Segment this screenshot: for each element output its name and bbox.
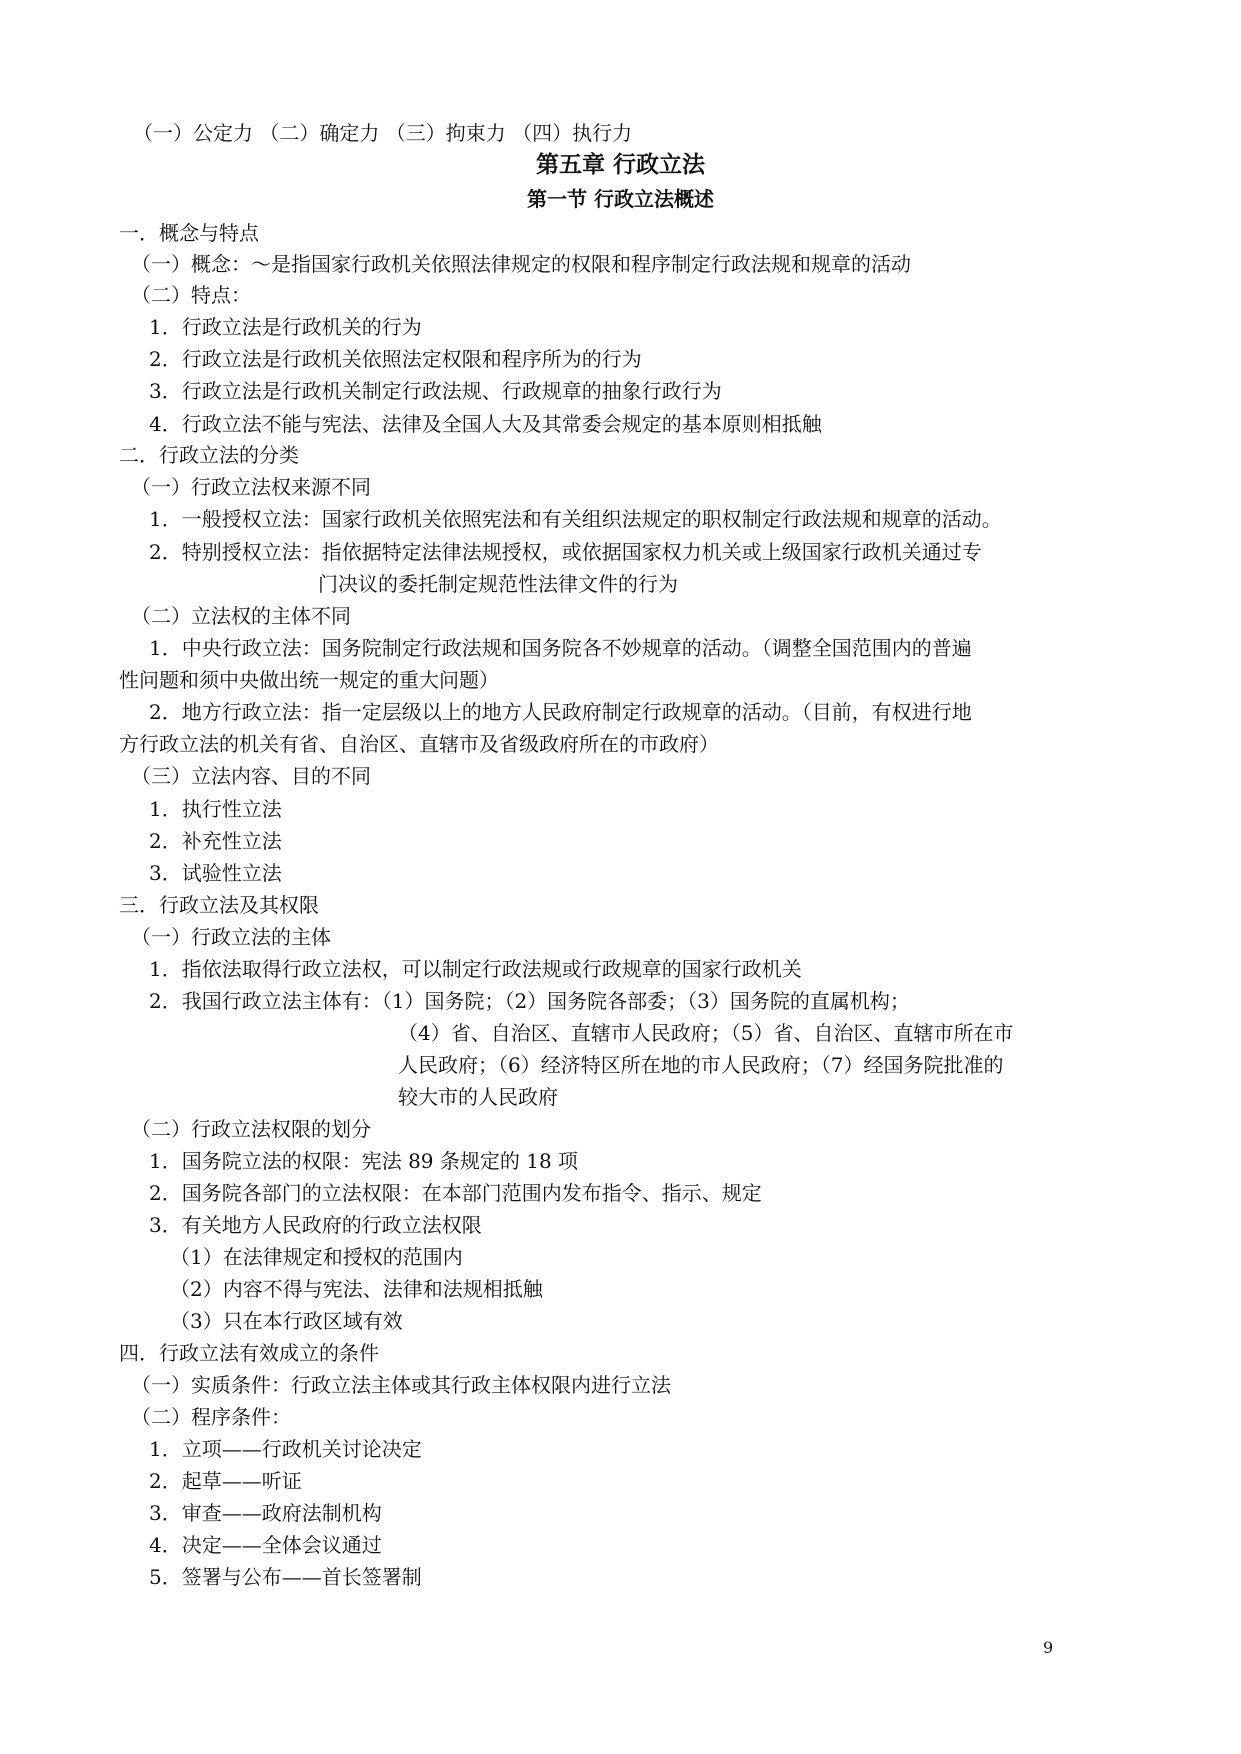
- text-line: 门决议的委托制定规范性法律文件的行为: [318, 572, 678, 596]
- text-line: 1．中央行政立法：国务院制定行政法规和国务院各不妙规章的活动。（调整全国范围内的普遍: [149, 636, 972, 660]
- text-line: 1．执行性立法: [149, 797, 282, 821]
- text-line: 3．审查——政府法制机构: [149, 1501, 382, 1525]
- text-line: 3．试验性立法: [149, 861, 282, 885]
- text-line: 1．立项——行政机关讨论决定: [149, 1437, 422, 1461]
- text-line: 2．地方行政立法：指一定层级以上的地方人民政府制定行政规章的活动。（目前，有权进行地: [149, 700, 972, 724]
- text-line: 2．特别授权立法：指依据特定法律法规授权，或依据国家权力机关或上级国家行政机关通过专: [149, 540, 982, 564]
- text-line: （二）特点：: [131, 283, 251, 307]
- text-line: （二）立法权的主体不同: [131, 604, 351, 628]
- text-line: （二）程序条件：: [131, 1405, 291, 1429]
- text-line: 4．行政立法不能与宪法、法律及全国人大及其常委会规定的基本原则相抵触: [149, 412, 822, 436]
- text-line: 2．行政立法是行政机关依照法定权限和程序所为的行为: [149, 347, 642, 371]
- section-title: 第一节 行政立法概述: [527, 187, 714, 211]
- text-line: （2）内容不得与宪法、法律和法规相抵触: [170, 1277, 543, 1301]
- text-line: 2．国务院各部门的立法权限：在本部门范围内发布指令、指示、规定: [149, 1181, 762, 1205]
- text-line: （1）在法律规定和授权的范围内: [170, 1245, 463, 1269]
- text-line: 1．一般授权立法：国家行政机关依照宪法和有关组织法规定的职权制定行政法规和规章的活动。: [149, 507, 1002, 531]
- text-line: 方行政立法的机关有省、自治区、直辖市及省级政府所在的市政府）: [119, 732, 719, 756]
- text-line: 5．签署与公布——首长签署制: [149, 1565, 422, 1589]
- text-line: 1．行政立法是行政机关的行为: [149, 315, 422, 339]
- header-line: （一）公定力 （二）确定力 （三）拘束力 （四）执行力: [133, 121, 633, 145]
- text-line: （3）只在本行政区域有效: [170, 1309, 403, 1333]
- text-line: 性问题和须中央做出统一规定的重大问题）: [119, 668, 499, 692]
- heading-3: 三．行政立法及其权限: [119, 893, 319, 917]
- page-number: 9: [1043, 1638, 1054, 1657]
- chapter-title: 第五章 行政立法: [535, 152, 705, 178]
- text-line: 较大市的人民政府: [398, 1085, 558, 1109]
- text-line: （二）行政立法权限的划分: [131, 1117, 371, 1141]
- text-line: 3．有关地方人民政府的行政立法权限: [149, 1213, 482, 1237]
- text-line: 1．指依法取得行政立法权，可以制定行政法规或行政规章的国家行政机关: [149, 957, 802, 981]
- text-line: （一）行政立法权来源不同: [131, 475, 371, 499]
- text-line: 2．补充性立法: [149, 829, 282, 853]
- text-line: 3．行政立法是行政机关制定行政法规、行政规章的抽象行政行为: [149, 379, 722, 403]
- text-line: （一）行政立法的主体: [131, 925, 331, 949]
- text-line: 4．决定——全体会议通过: [149, 1533, 382, 1557]
- heading-4: 四．行政立法有效成立的条件: [119, 1341, 379, 1365]
- text-line: 1．国务院立法的权限：宪法 89 条规定的 18 项: [149, 1149, 579, 1173]
- text-line: 2．我国行政立法主体有：（1）国务院；（2）国务院各部委；（3）国务院的直属机构；: [149, 989, 910, 1013]
- text-line: （4）省、自治区、直辖市人民政府；（5）省、自治区、直辖市所在市: [398, 1021, 1014, 1045]
- text-line: 2．起草——听证: [149, 1469, 302, 1493]
- text-line: （一）概念：～是指国家行政机关依照法律规定的权限和程序制定行政法规和规章的活动: [131, 252, 911, 276]
- heading-2: 二．行政立法的分类: [119, 443, 299, 467]
- heading-1: 一．概念与特点: [119, 221, 259, 245]
- text-line: （一）实质条件：行政立法主体或其行政主体权限内进行立法: [131, 1373, 671, 1397]
- text-line: （三）立法内容、目的不同: [131, 764, 371, 788]
- text-line: 人民政府；（6）经济特区所在地的市人民政府；（7）经国务院批准的: [398, 1053, 1004, 1077]
